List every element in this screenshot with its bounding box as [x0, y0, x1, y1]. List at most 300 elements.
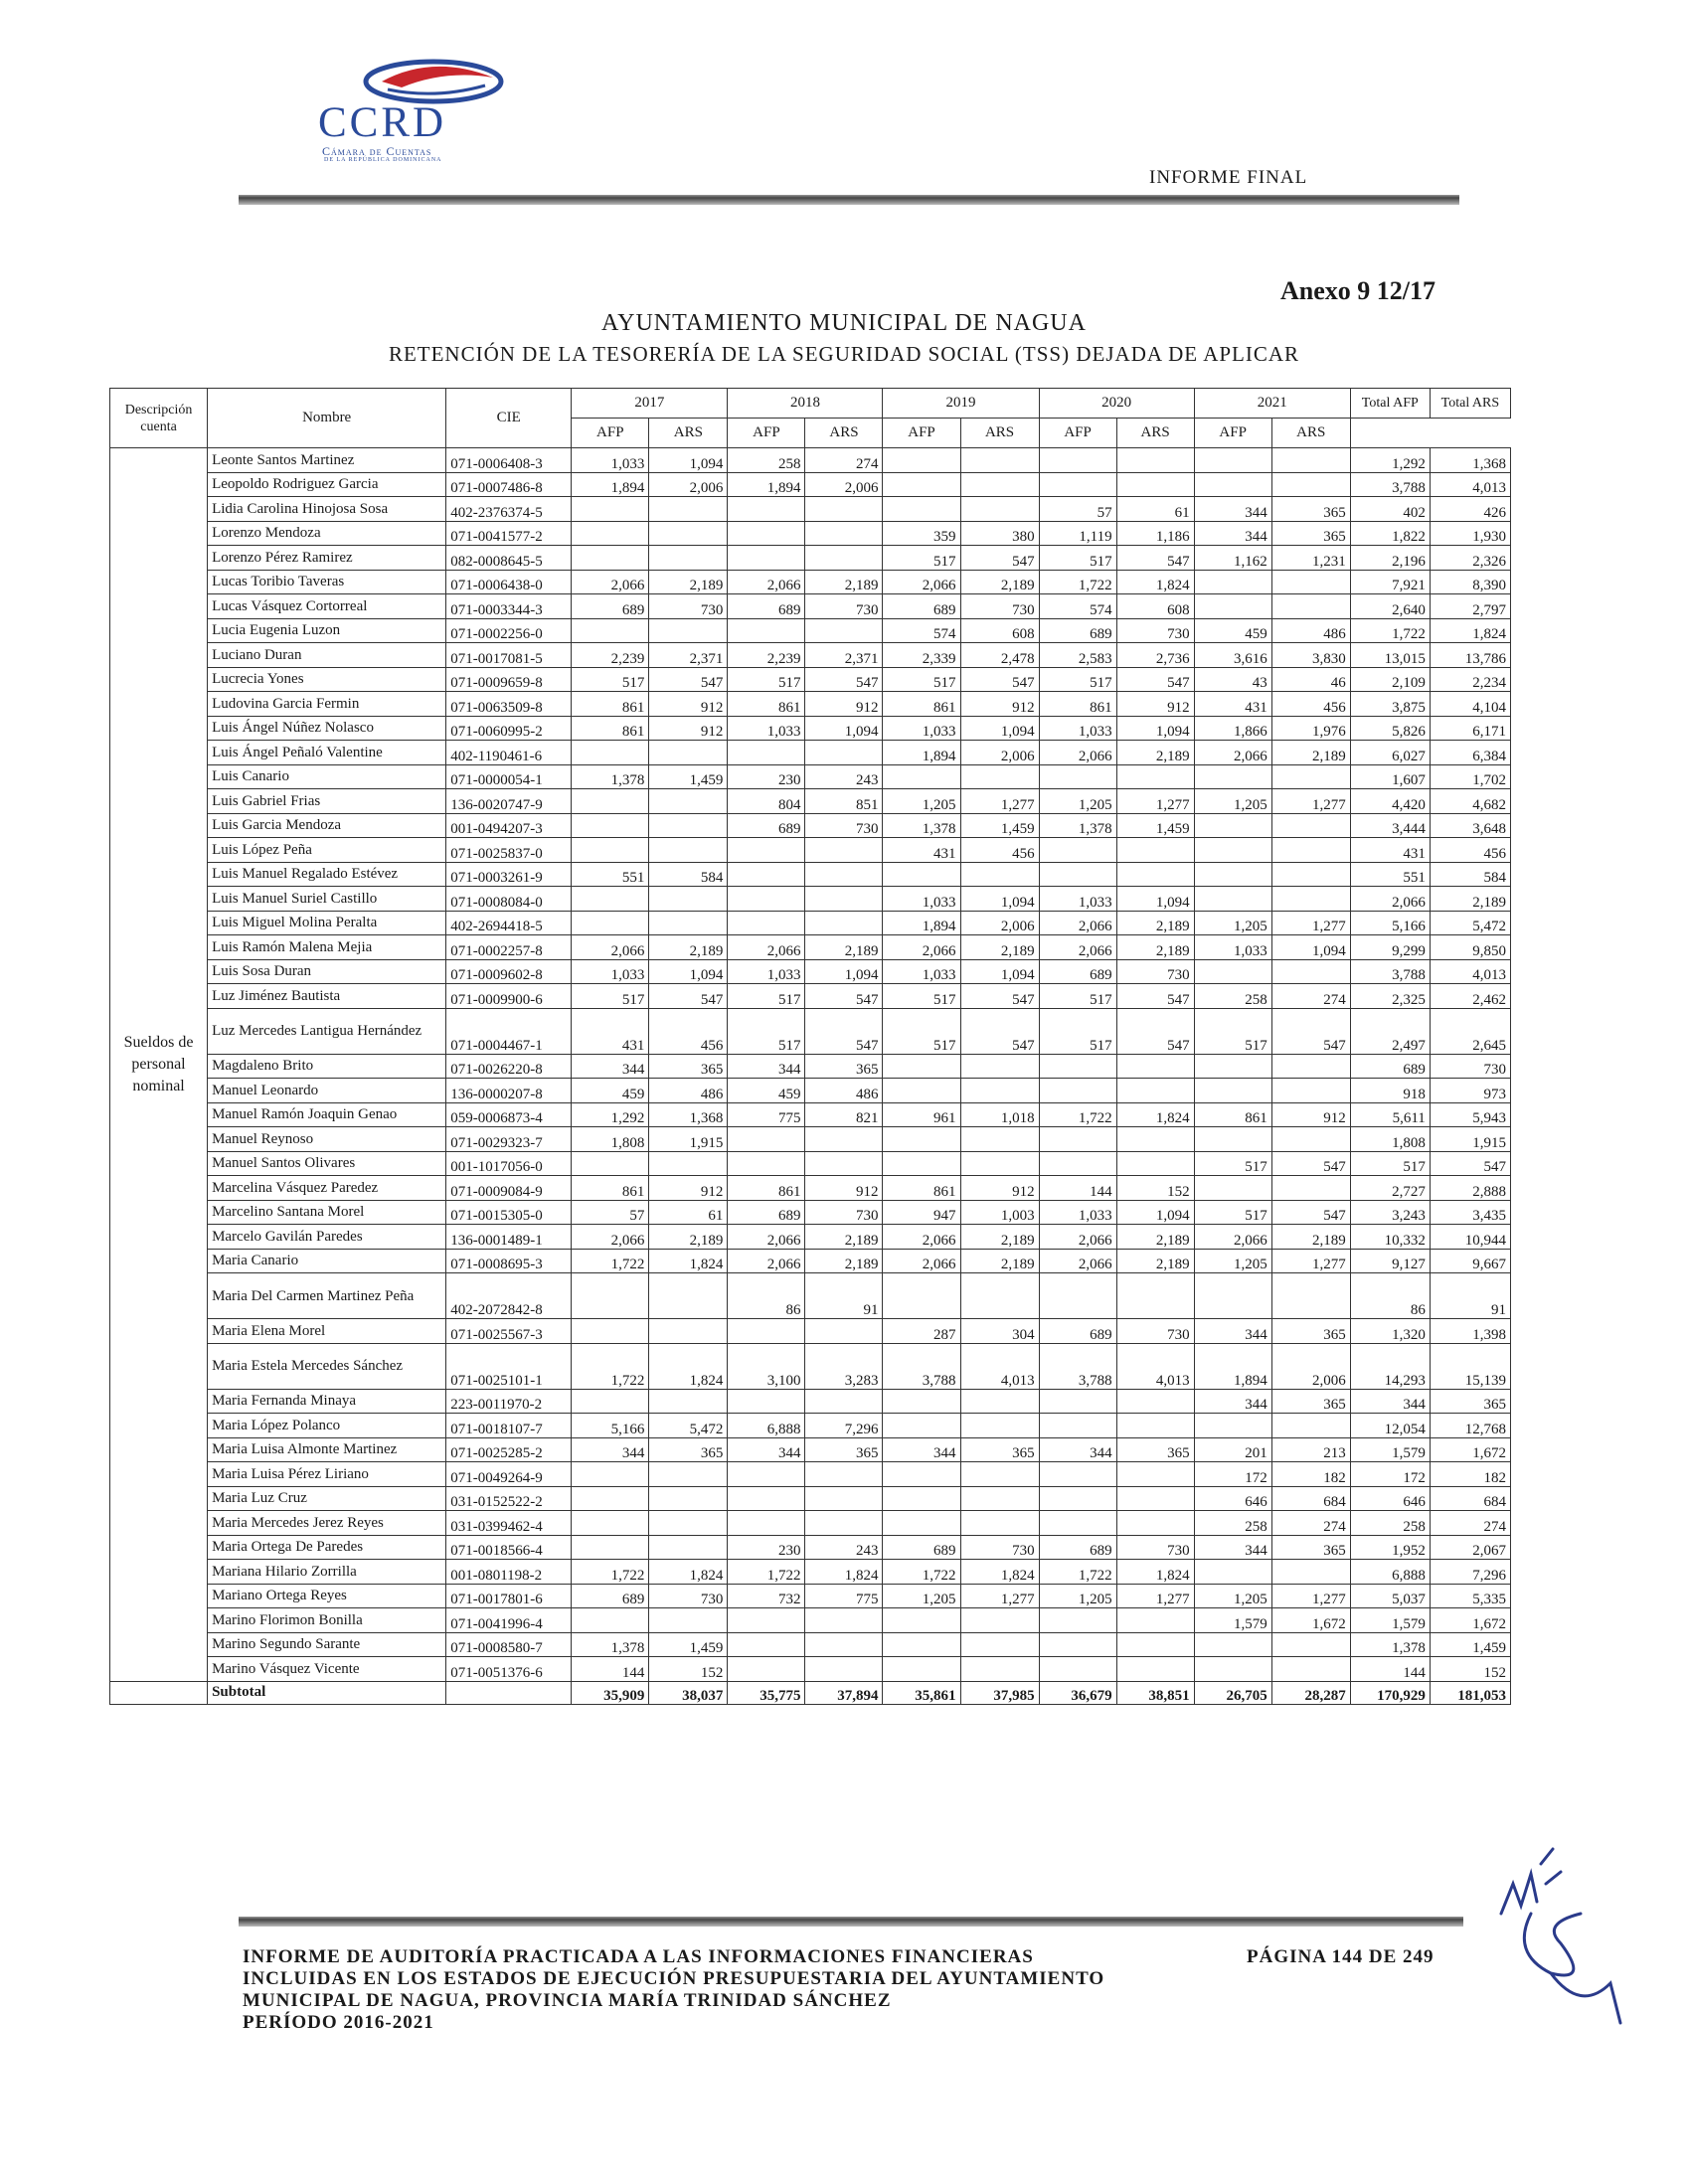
amount-cell: 274	[1271, 1511, 1350, 1536]
amount-cell	[1116, 764, 1194, 789]
subtotal-amount: 37,894	[805, 1681, 883, 1704]
amount-cell	[1271, 862, 1350, 887]
amount-cell: 1,094	[649, 448, 728, 473]
footer-line: INFORME DE AUDITORÍA PRACTICADA A LAS INFORMACIONES FINANCIERAS	[243, 1946, 1034, 1967]
amount-cell	[883, 764, 960, 789]
amount-cell	[1194, 959, 1271, 984]
amount-cell	[1271, 1632, 1350, 1657]
table-row	[110, 959, 1511, 984]
amount-cell	[805, 911, 883, 935]
total-afp-cell: 10,332	[1350, 1225, 1430, 1250]
amount-cell	[1194, 448, 1271, 473]
amount-cell	[805, 1632, 883, 1657]
amount-cell	[649, 911, 728, 935]
amount-cell: 365	[805, 1054, 883, 1079]
amount-cell: 547	[1116, 984, 1194, 1009]
employee-cie: 071-0008695-3	[446, 1249, 572, 1273]
amount-cell: 144	[1039, 1176, 1116, 1201]
amount-cell: 547	[960, 667, 1039, 692]
amount-cell	[883, 1414, 960, 1438]
table-row	[110, 838, 1511, 863]
total-ars-cell: 4,682	[1430, 789, 1510, 814]
amount-cell: 517	[883, 667, 960, 692]
header-total-ars: Total ARS	[1430, 389, 1510, 419]
amount-cell	[572, 497, 649, 522]
total-ars-cell: 2,067	[1430, 1535, 1510, 1560]
amount-cell	[649, 521, 728, 546]
amount-cell: 1,094	[960, 887, 1039, 912]
subtotal-amount: 36,679	[1039, 1681, 1116, 1704]
amount-cell: 1,119	[1039, 521, 1116, 546]
employee-cie: 071-0003261-9	[446, 862, 572, 887]
subtotal-total-afp: 170,929	[1350, 1681, 1430, 1704]
amount-cell: 2,189	[649, 935, 728, 960]
amount-cell	[728, 741, 805, 765]
amount-cell: 1,824	[805, 1560, 883, 1585]
amount-cell	[728, 497, 805, 522]
amount-cell: 517	[728, 984, 805, 1009]
amount-cell: 43	[1194, 667, 1271, 692]
employee-cie: 059-0006873-4	[446, 1102, 572, 1127]
amount-cell	[1194, 1273, 1271, 1319]
table-row	[110, 813, 1511, 838]
amount-cell	[1039, 1414, 1116, 1438]
amount-cell: 646	[1194, 1486, 1271, 1511]
amount-cell	[649, 1535, 728, 1560]
header-ars: ARS	[960, 419, 1039, 448]
total-ars-cell: 5,943	[1430, 1102, 1510, 1127]
amount-cell: 365	[1271, 1535, 1350, 1560]
amount-cell	[883, 1151, 960, 1176]
amount-cell	[1271, 887, 1350, 912]
table-row	[110, 1560, 1511, 1585]
amount-cell: 689	[728, 594, 805, 619]
amount-cell	[805, 1608, 883, 1633]
amount-cell: 2,189	[649, 1225, 728, 1250]
header-afp: AFP	[728, 419, 805, 448]
table-row	[110, 643, 1511, 668]
employee-name: Maria López Polanco	[208, 1414, 446, 1438]
table-row	[110, 1414, 1511, 1438]
amount-cell	[1116, 472, 1194, 497]
amount-cell: 730	[805, 1200, 883, 1225]
table-row	[110, 862, 1511, 887]
table-row	[110, 935, 1511, 960]
table-row	[110, 741, 1511, 765]
employee-cie: 071-0018107-7	[446, 1414, 572, 1438]
subtotal-amount: 37,985	[960, 1681, 1039, 1704]
amount-cell: 689	[572, 1584, 649, 1608]
total-afp-cell: 1,952	[1350, 1535, 1430, 1560]
amount-cell	[649, 838, 728, 863]
amount-cell	[1271, 1176, 1350, 1201]
amount-cell: 547	[1116, 546, 1194, 571]
amount-cell: 486	[805, 1079, 883, 1103]
amount-cell: 1,378	[1039, 813, 1116, 838]
amount-cell	[883, 497, 960, 522]
total-ars-cell: 4,013	[1430, 472, 1510, 497]
amount-cell	[805, 1462, 883, 1487]
employee-cie: 071-0009602-8	[446, 959, 572, 984]
amount-cell: 608	[960, 618, 1039, 643]
table-row	[110, 546, 1511, 571]
table-row	[110, 764, 1511, 789]
total-ars-cell: 274	[1430, 1511, 1510, 1536]
amount-cell: 861	[728, 1176, 805, 1201]
header-afp: AFP	[1039, 419, 1116, 448]
amount-cell: 730	[805, 594, 883, 619]
employee-name: Luis Canario	[208, 764, 446, 789]
amount-cell: 547	[649, 667, 728, 692]
employee-cie: 071-0018566-4	[446, 1535, 572, 1560]
amount-cell: 547	[1116, 667, 1194, 692]
total-afp-cell: 2,325	[1350, 984, 1430, 1009]
amount-cell: 912	[649, 716, 728, 741]
total-afp-cell: 1,607	[1350, 764, 1430, 789]
footer-line: INCLUIDAS EN LOS ESTADOS DE EJECUCIÓN PRESUPUESTARIA DEL AYUNTAMIENTO	[243, 1968, 1105, 1989]
total-afp-cell: 13,015	[1350, 643, 1430, 668]
amount-cell	[960, 1127, 1039, 1152]
table-row	[110, 1054, 1511, 1079]
employee-name: Maria Fernanda Minaya	[208, 1389, 446, 1414]
amount-cell: 1,824	[1116, 570, 1194, 594]
amount-cell: 547	[805, 667, 883, 692]
amount-cell: 689	[728, 1200, 805, 1225]
amount-cell	[1039, 1657, 1116, 1682]
amount-cell: 274	[1271, 984, 1350, 1009]
amount-cell: 2,189	[960, 1249, 1039, 1273]
amount-cell: 1,094	[960, 959, 1039, 984]
amount-cell: 1,205	[1039, 789, 1116, 814]
amount-cell	[649, 1273, 728, 1319]
amount-cell	[960, 1151, 1039, 1176]
amount-cell: 1,033	[572, 959, 649, 984]
total-afp-cell: 1,722	[1350, 618, 1430, 643]
amount-cell	[1271, 1657, 1350, 1682]
amount-cell: 2,066	[1194, 741, 1271, 765]
amount-cell: 775	[805, 1584, 883, 1608]
amount-cell: 1,277	[1271, 1249, 1350, 1273]
amount-cell: 775	[728, 1102, 805, 1127]
amount-cell	[1271, 1560, 1350, 1585]
header-year: 2021	[1194, 389, 1350, 419]
amount-cell	[805, 618, 883, 643]
amount-cell: 2,066	[1039, 741, 1116, 765]
page-title: AYUNTAMIENTO MUNICIPAL DE NAGUA	[601, 310, 1087, 336]
amount-cell	[649, 741, 728, 765]
amount-cell: 730	[1116, 1535, 1194, 1560]
amount-cell	[572, 546, 649, 571]
amount-cell	[960, 1511, 1039, 1536]
amount-cell: 547	[1116, 1008, 1194, 1054]
tss-table	[109, 388, 1511, 1705]
amount-cell	[649, 1486, 728, 1511]
employee-cie: 082-0008645-5	[446, 546, 572, 571]
employee-cie: 071-0002256-0	[446, 618, 572, 643]
amount-cell	[728, 521, 805, 546]
employee-cie: 071-0009900-6	[446, 984, 572, 1009]
subtotal-total-ars: 181,053	[1430, 1681, 1510, 1704]
employee-cie: 001-0801198-2	[446, 1560, 572, 1585]
amount-cell: 517	[572, 984, 649, 1009]
table-row	[110, 716, 1511, 741]
employee-name: Magdaleno Brito	[208, 1054, 446, 1079]
employee-name: Mariano Ortega Reyes	[208, 1584, 446, 1608]
amount-cell: 1,033	[883, 887, 960, 912]
total-ars-cell: 3,648	[1430, 813, 1510, 838]
employee-name: Leopoldo Rodriguez Garcia	[208, 472, 446, 497]
total-afp-cell: 9,299	[1350, 935, 1430, 960]
amount-cell	[1194, 1054, 1271, 1079]
amount-cell: 1,894	[728, 472, 805, 497]
table-row	[110, 1632, 1511, 1657]
total-afp-cell: 1,579	[1350, 1437, 1430, 1462]
employee-name: Luis Ángel Peñaló Valentine	[208, 741, 446, 765]
amount-cell: 2,066	[728, 935, 805, 960]
amount-cell: 1,094	[1116, 887, 1194, 912]
amount-cell	[572, 838, 649, 863]
amount-cell	[805, 1151, 883, 1176]
total-ars-cell: 9,850	[1430, 935, 1510, 960]
amount-cell	[728, 887, 805, 912]
amount-cell: 2,239	[728, 643, 805, 668]
subtotal-amount: 35,775	[728, 1681, 805, 1704]
total-afp-cell: 2,640	[1350, 594, 1430, 619]
amount-cell	[728, 1319, 805, 1344]
amount-cell	[960, 1389, 1039, 1414]
amount-cell: 2,066	[883, 1249, 960, 1273]
amount-cell: 61	[1116, 497, 1194, 522]
table-row	[110, 1273, 1511, 1319]
amount-cell: 201	[1194, 1437, 1271, 1462]
total-ars-cell: 684	[1430, 1486, 1510, 1511]
header-year: 2017	[572, 389, 728, 419]
header-name: Nombre	[208, 389, 446, 448]
table-row	[110, 1389, 1511, 1414]
amount-cell: 517	[1194, 1151, 1271, 1176]
amount-cell	[572, 789, 649, 814]
amount-cell	[728, 1511, 805, 1536]
total-afp-cell: 3,444	[1350, 813, 1430, 838]
employee-name: Maria Mercedes Jerez Reyes	[208, 1511, 446, 1536]
employee-name: Maria Canario	[208, 1249, 446, 1273]
amount-cell: 547	[805, 1008, 883, 1054]
total-afp-cell: 431	[1350, 838, 1430, 863]
amount-cell: 1,033	[728, 716, 805, 741]
amount-cell: 2,006	[960, 741, 1039, 765]
logo-subtitle-2: DE LA REPÚBLICA DOMINICANA	[324, 157, 442, 163]
header-afp: AFP	[883, 419, 960, 448]
amount-cell: 5,166	[572, 1414, 649, 1438]
amount-cell	[728, 911, 805, 935]
amount-cell: 2,339	[883, 643, 960, 668]
total-afp-cell: 1,808	[1350, 1127, 1430, 1152]
employee-name: Lucia Eugenia Luzon	[208, 618, 446, 643]
amount-cell	[1116, 1414, 1194, 1438]
total-ars-cell: 973	[1430, 1079, 1510, 1103]
amount-cell: 1,277	[1116, 789, 1194, 814]
amount-cell: 1,205	[1194, 1584, 1271, 1608]
amount-cell: 732	[728, 1584, 805, 1608]
amount-cell: 243	[805, 764, 883, 789]
amount-cell: 144	[572, 1657, 649, 1682]
employee-name: Luciano Duran	[208, 643, 446, 668]
table-row	[110, 1584, 1511, 1608]
employee-name: Marcelina Vásquez Paredez	[208, 1176, 446, 1201]
amount-cell	[805, 1511, 883, 1536]
total-afp-cell: 2,066	[1350, 887, 1430, 912]
amount-cell: 365	[1271, 497, 1350, 522]
amount-cell	[1116, 1462, 1194, 1487]
total-ars-cell: 6,171	[1430, 716, 1510, 741]
amount-cell: 459	[728, 1079, 805, 1103]
amount-cell: 2,189	[960, 1225, 1039, 1250]
amount-cell	[805, 1389, 883, 1414]
total-ars-cell: 10,944	[1430, 1225, 1510, 1250]
amount-cell: 574	[1039, 594, 1116, 619]
total-afp-cell: 646	[1350, 1486, 1430, 1511]
amount-cell	[1116, 1127, 1194, 1152]
employee-cie: 001-1017056-0	[446, 1151, 572, 1176]
employee-cie: 071-0017801-6	[446, 1584, 572, 1608]
employee-name: Marino Segundo Sarante	[208, 1632, 446, 1657]
employee-name: Lorenzo Pérez Ramirez	[208, 546, 446, 571]
total-afp-cell: 517	[1350, 1151, 1430, 1176]
total-ars-cell: 8,390	[1430, 570, 1510, 594]
amount-cell: 1,894	[1194, 1343, 1271, 1389]
amount-cell	[1271, 1054, 1350, 1079]
amount-cell	[572, 1511, 649, 1536]
total-afp-cell: 3,243	[1350, 1200, 1430, 1225]
amount-cell	[572, 1486, 649, 1511]
employee-cie: 071-0025837-0	[446, 838, 572, 863]
amount-cell: 2,006	[805, 472, 883, 497]
amount-cell: 2,189	[649, 570, 728, 594]
total-afp-cell: 2,497	[1350, 1008, 1430, 1054]
amount-cell: 2,189	[1116, 935, 1194, 960]
employee-cie: 001-0494207-3	[446, 813, 572, 838]
amount-cell	[1271, 448, 1350, 473]
total-ars-cell: 15,139	[1430, 1343, 1510, 1389]
total-afp-cell: 6,888	[1350, 1560, 1430, 1585]
amount-cell	[883, 1462, 960, 1487]
total-afp-cell: 1,579	[1350, 1608, 1430, 1633]
amount-cell: 2,189	[960, 935, 1039, 960]
employee-name: Manuel Leonardo	[208, 1079, 446, 1103]
total-afp-cell: 402	[1350, 497, 1430, 522]
amount-cell: 344	[883, 1437, 960, 1462]
amount-cell: 2,066	[883, 570, 960, 594]
amount-cell: 689	[728, 813, 805, 838]
employee-cie: 071-0004467-1	[446, 1008, 572, 1054]
total-ars-cell: 2,189	[1430, 887, 1510, 912]
amount-cell	[960, 1054, 1039, 1079]
amount-cell: 2,189	[1271, 1225, 1350, 1250]
employee-name: Luz Jiménez Bautista	[208, 984, 446, 1009]
amount-cell: 2,066	[728, 1249, 805, 1273]
table-row	[110, 521, 1511, 546]
amount-cell: 730	[1116, 959, 1194, 984]
total-ars-cell: 1,915	[1430, 1127, 1510, 1152]
amount-cell: 1,033	[883, 959, 960, 984]
total-ars-cell: 13,786	[1430, 643, 1510, 668]
amount-cell: 689	[883, 1535, 960, 1560]
amount-cell	[1271, 959, 1350, 984]
employee-cie: 071-0041996-4	[446, 1608, 572, 1633]
amount-cell	[1039, 764, 1116, 789]
employee-name: Manuel Reynoso	[208, 1127, 446, 1152]
total-afp-cell: 1,292	[1350, 448, 1430, 473]
amount-cell	[805, 887, 883, 912]
amount-cell: 2,239	[572, 643, 649, 668]
amount-cell: 2,066	[1039, 1249, 1116, 1273]
total-afp-cell: 258	[1350, 1511, 1430, 1536]
total-afp-cell: 5,826	[1350, 716, 1430, 741]
amount-cell: 821	[805, 1102, 883, 1127]
amount-cell: 2,189	[805, 570, 883, 594]
amount-cell	[883, 1389, 960, 1414]
amount-cell: 2,066	[728, 570, 805, 594]
amount-cell: 574	[883, 618, 960, 643]
employee-name: Marino Florimon Bonilla	[208, 1608, 446, 1633]
amount-cell	[883, 1127, 960, 1152]
amount-cell: 1,162	[1194, 546, 1271, 571]
table-row	[110, 1535, 1511, 1560]
amount-cell: 2,189	[1116, 1249, 1194, 1273]
total-afp-cell: 86	[1350, 1273, 1430, 1319]
amount-cell: 517	[728, 667, 805, 692]
amount-cell: 861	[1194, 1102, 1271, 1127]
amount-cell: 1,672	[1271, 1608, 1350, 1633]
amount-cell: 1,033	[572, 448, 649, 473]
amount-cell: 3,788	[1039, 1343, 1116, 1389]
amount-cell: 1,722	[1039, 1102, 1116, 1127]
employee-cie: 402-1190461-6	[446, 741, 572, 765]
footer-rule	[239, 1917, 1463, 1927]
amount-cell: 1,824	[960, 1560, 1039, 1585]
amount-cell: 57	[1039, 497, 1116, 522]
table-row	[110, 911, 1511, 935]
employee-cie: 071-0051376-6	[446, 1657, 572, 1682]
amount-cell	[1039, 1511, 1116, 1536]
amount-cell: 2,189	[1116, 911, 1194, 935]
amount-cell: 1,894	[883, 911, 960, 935]
amount-cell: 1,277	[960, 1584, 1039, 1608]
amount-cell: 365	[649, 1054, 728, 1079]
amount-cell	[1116, 1657, 1194, 1682]
amount-cell: 1,368	[649, 1102, 728, 1127]
employee-cie: 071-0025101-1	[446, 1343, 572, 1389]
employee-name: Maria Del Carmen Martinez Peña	[208, 1273, 446, 1319]
amount-cell	[1039, 1079, 1116, 1103]
subtotal-amount: 35,909	[572, 1681, 649, 1704]
amount-cell: 1,205	[1039, 1584, 1116, 1608]
total-afp-cell: 1,822	[1350, 521, 1430, 546]
amount-cell: 517	[1039, 984, 1116, 1009]
amount-cell	[1039, 1486, 1116, 1511]
amount-cell: 1,824	[1116, 1560, 1194, 1585]
header-afp: AFP	[572, 419, 649, 448]
amount-cell: 1,277	[1271, 789, 1350, 814]
total-afp-cell: 1,320	[1350, 1319, 1430, 1344]
total-ars-cell: 2,797	[1430, 594, 1510, 619]
total-ars-cell: 2,234	[1430, 667, 1510, 692]
table-row	[110, 984, 1511, 1009]
table-row	[110, 472, 1511, 497]
amount-cell	[1116, 1151, 1194, 1176]
subtotal-amount: 38,851	[1116, 1681, 1194, 1704]
total-ars-cell: 426	[1430, 497, 1510, 522]
